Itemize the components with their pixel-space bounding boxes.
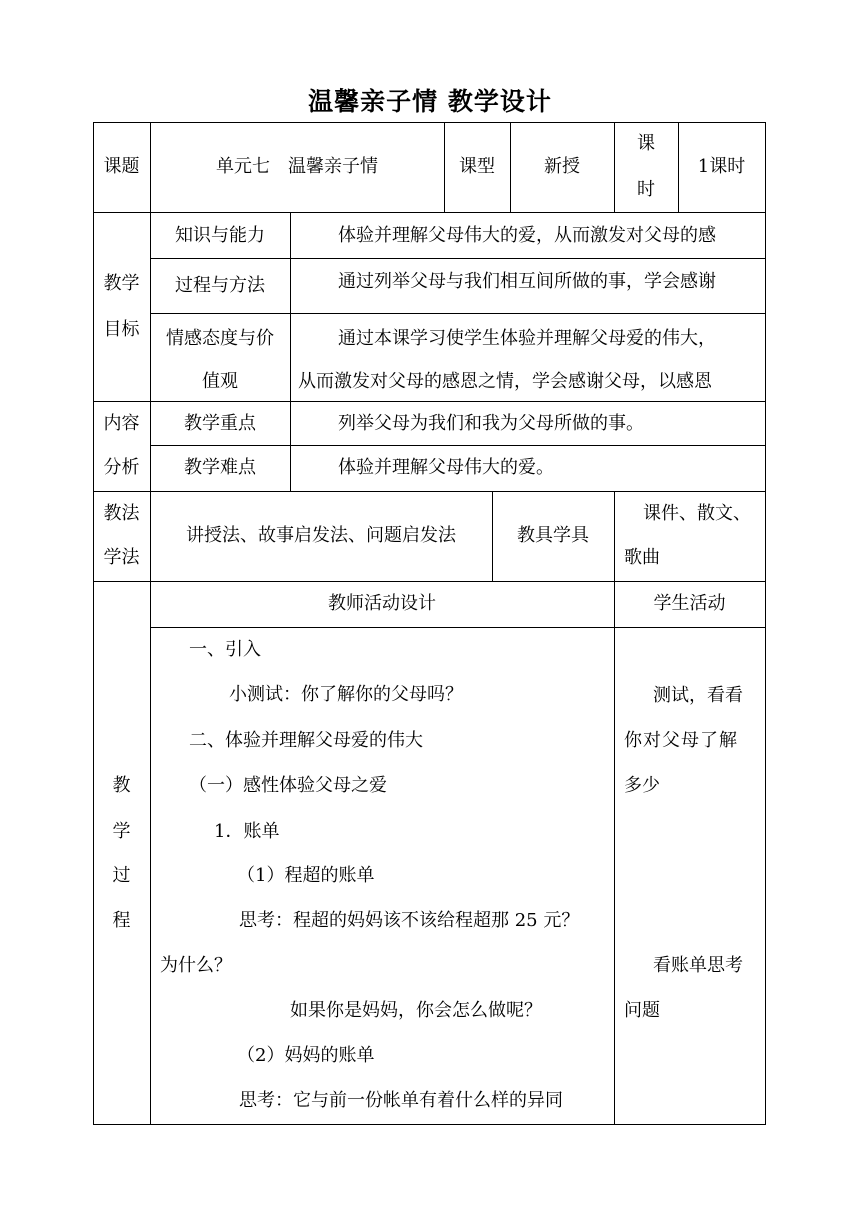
row-line-objectives-bottom [93,401,766,402]
objective-process-label: 过程与方法 [175,275,265,296]
col-line-right [765,122,766,1125]
tools-label: 教具学具 [517,525,589,546]
student-line: 你对父母了解 [624,730,738,751]
teacher-line: 思考：它与前一份帐单有着什么样的异同 [239,1090,563,1111]
key-point-text: 列举父母为我们和我为父母所做的事。 [338,413,644,434]
row-line-header-bottom [93,212,766,213]
objective-knowledge-text: 体验并理解父母伟大的爱，从而激发对父母的感 [338,225,716,246]
key-point-label: 教学重点 [184,413,256,434]
col-line-process [614,581,615,1124]
teacher-line: 一、引入 [189,639,261,660]
hours-label-line-2: 时 [637,179,655,200]
tools-value-line-1: 课件、散文、 [643,503,751,524]
teacher-line: （1）程超的账单 [237,865,375,886]
student-activity-header: 学生活动 [653,593,726,614]
page-title: 温馨亲子情 教学设计 [308,87,552,116]
subject-value: 单元七 温馨亲子情 [216,156,378,177]
row-line-bottom [93,1124,766,1125]
col-line-sublabel [290,212,291,491]
objectives-label-line-2: 目标 [103,319,140,340]
process-label-char: 程 [112,910,131,931]
difficulty-label: 教学难点 [184,457,256,478]
teacher-line: 为什么？ [160,955,232,976]
student-line: 多少 [624,775,660,796]
student-line: 测试，看看 [653,685,743,706]
row-line-process-header [150,627,766,628]
col-line-label [150,122,151,1125]
teacher-line: 1．账单 [214,821,280,842]
hours-value: 1课时 [697,156,746,177]
col-line-left [93,122,94,1125]
content-label-line-1: 内容 [103,413,140,434]
row-line-content-bottom [93,491,766,492]
subject-label: 课题 [103,156,140,177]
hours-label-line-1: 课 [637,133,655,154]
tools-value-line-2: 歌曲 [624,547,660,568]
col-line-methods-b [614,491,615,581]
objective-knowledge-label: 知识与能力 [175,225,265,246]
process-label-char: 教 [112,775,131,796]
teacher-activity-header: 教师活动设计 [328,593,436,614]
teacher-line: 二、体验并理解父母爱的伟大 [189,730,423,751]
type-value: 新授 [544,156,580,177]
row-line-content-1 [150,445,766,446]
teacher-line: （一）感性体验父母之爱 [189,775,387,796]
row-line-methods-bottom [93,581,766,582]
row-line-objective-1 [150,258,766,259]
objective-attitude-text-line-1: 通过本课学习使学生体验并理解父母爱的伟大， [338,328,716,349]
difficulty-text: 体验并理解父母伟大的爱。 [338,457,554,478]
objectives-label-line-1: 教学 [103,273,140,294]
methods-label-line-2: 学法 [103,547,140,568]
student-line: 问题 [624,1000,660,1021]
teacher-line: 思考：程超的妈妈该不该给程超那 25 元？ [239,910,580,931]
objective-process-text: 通过列举父母与我们相互间所做的事，学会感谢 [338,271,716,292]
objective-attitude-text-line-2: 从而激发对父母的感恩之情，学会感谢父母，以感恩 [298,371,712,392]
row-line-top [93,122,766,123]
teacher-line: （2）妈妈的账单 [237,1045,375,1066]
objective-attitude-label-line-2: 值观 [202,371,238,392]
content-label-line-2: 分析 [103,457,140,478]
methods-label-line-1: 教法 [103,503,140,524]
type-label: 课型 [459,156,495,177]
process-label-char: 过 [112,865,131,886]
process-label-char: 学 [112,821,131,842]
student-line: 看账单思考 [653,955,743,976]
methods-value: 讲授法、故事启发法、问题启发法 [186,525,456,546]
teacher-line: 如果你是妈妈，你会怎么做呢？ [290,1000,542,1021]
teacher-line: 小测试：你了解你的父母吗？ [229,684,463,705]
row-line-objective-2 [150,313,766,314]
objective-attitude-label-line-1: 情感态度与价 [166,328,274,349]
